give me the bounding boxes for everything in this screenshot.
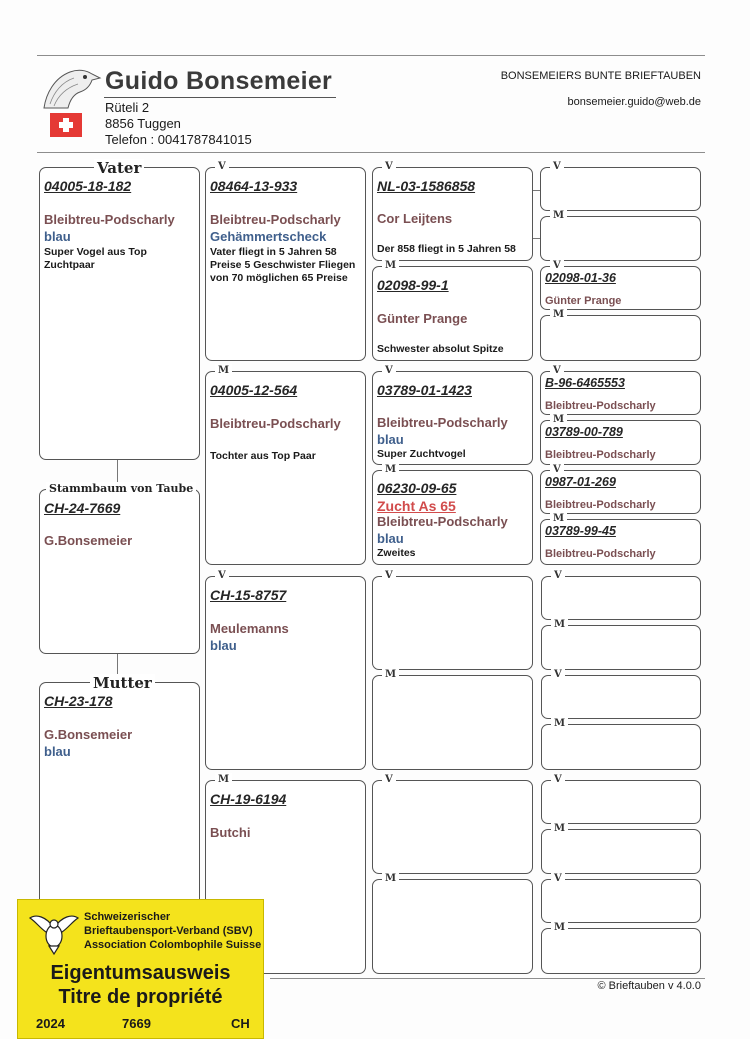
sex-label: V	[215, 160, 229, 173]
gen3-fmm-box	[372, 464, 533, 565]
phone: Telefon : 0041787841015	[105, 132, 252, 147]
gen3-ffm-breeder: Günter Prange	[377, 311, 468, 326]
sex-label: M	[550, 308, 567, 321]
city: 8856 Tuggen	[105, 116, 181, 131]
gen3-fmf-color: blau	[377, 432, 404, 447]
gen4-fmmf-breeder: Bleibtreu-Podscharly	[545, 499, 656, 511]
sex-label: M	[551, 717, 568, 730]
breeder-name: Guido Bonsemeier	[105, 67, 333, 95]
gen3-fmf-box	[372, 365, 533, 465]
sex-label: M	[551, 618, 568, 631]
pedigree-label: Stammbaum von Taube	[46, 482, 196, 495]
gen4-mmff-box	[541, 774, 701, 824]
mother-color: blau	[44, 744, 71, 759]
sex-label: M	[382, 463, 399, 476]
sex-label: V	[215, 569, 229, 582]
mother-ring: CH-23-178	[44, 693, 113, 709]
cert-org-fr: Association Colombophile Suisse	[84, 939, 262, 951]
gen2-ff-ring: 08464-13-933	[210, 178, 298, 194]
gen2-fm-breeder: Bleibtreu-Podscharly	[210, 416, 341, 431]
sex-label: V	[550, 463, 564, 476]
gen4-fmmm-box	[540, 513, 701, 565]
father-label: Vater	[94, 159, 144, 177]
gen3-fmf-ring: 03789-01-1423	[377, 382, 472, 398]
cert-org-de: Schweizerischer	[84, 911, 171, 923]
gen2-mm-ring: CH-19-6194	[210, 791, 287, 807]
mother-breeder: G.Bonsemeier	[44, 727, 133, 742]
gen4-fmff-breeder: Bleibtreu-Podscharly	[545, 400, 656, 412]
gen2-ff-color: Gehämmertscheck	[210, 229, 327, 244]
sex-label: M	[551, 822, 568, 835]
gen2-mf-color: blau	[210, 638, 237, 653]
dove-logo-icon	[28, 908, 80, 956]
gen3-fff-ring: NL-03-1586858	[377, 178, 476, 194]
sex-label: V	[382, 569, 396, 582]
gen2-mm-breeder: Butchi	[210, 825, 251, 840]
ownership-certificate	[17, 899, 264, 1039]
sex-label: M	[215, 364, 232, 377]
gen3-fmm-note: Zweites	[377, 547, 416, 559]
gen4-fffm-box	[540, 210, 701, 261]
gen2-ff-note: Vater fliegt in 5 Jahren 58 Preise 5 Geschwister Fliegen von 70 möglichen 65 Preise	[210, 246, 356, 284]
gen4-mfmm-box	[541, 718, 701, 770]
pigeon-head-logo	[40, 64, 102, 110]
gen3-mmf-box	[372, 774, 533, 874]
gen2-mf-breeder: Meulemanns	[210, 621, 289, 636]
gen4-fmmm-ring: 03789-99-45	[545, 524, 616, 538]
cert-title-fr: Titre de propriété	[58, 986, 223, 1008]
gen3-fff-note: Der 858 fliegt in 5 Jahren 58	[377, 243, 516, 255]
sex-label: V	[550, 364, 564, 377]
cert-org-de2: Brieftaubensport-Verband (SBV)	[84, 925, 253, 937]
software-version: © Brieftauben v 4.0.0	[597, 980, 701, 992]
loft-name: BONSEMEIERS BUNTE BRIEFTAUBEN	[500, 70, 701, 82]
gen3-fmm-breeder: Bleibtreu-Podscharly	[377, 514, 508, 529]
sex-label: M	[550, 512, 567, 525]
gen4-fmff-box	[540, 365, 701, 415]
gen2-mf-ring: CH-15-8757	[210, 587, 287, 603]
father-box	[39, 159, 200, 460]
sex-label: M	[551, 921, 568, 934]
gen4-fmmf-ring: 0987-01-269	[545, 475, 616, 489]
sex-label: M	[382, 872, 399, 885]
sex-label: M	[382, 668, 399, 681]
father-breeder: Bleibtreu-Podscharly	[44, 212, 175, 227]
gen2-ff-breeder: Bleibtreu-Podscharly	[210, 212, 341, 227]
gen3-fmf-note: Super Zuchtvogel	[377, 448, 466, 460]
gen3-fmf-breeder: Bleibtreu-Podscharly	[377, 415, 508, 430]
gen4-ffmf-box	[540, 260, 701, 310]
father-ring: 04005-18-182	[44, 178, 132, 194]
mother-box	[39, 674, 200, 900]
gen4-fmfm-box	[540, 414, 701, 465]
sex-label: V	[551, 872, 565, 885]
cert-number: 7669	[122, 1016, 151, 1031]
gen4-fmmm-breeder: Bleibtreu-Podscharly	[545, 548, 656, 560]
sex-label: V	[382, 160, 396, 173]
gen3-ffm-note: Schwester absolut Spitze	[377, 343, 504, 355]
sex-label: V	[551, 773, 565, 786]
subject-breeder: G.Bonsemeier	[44, 533, 133, 548]
subject-box	[39, 482, 200, 654]
gen4-mffm-box	[541, 619, 701, 670]
sex-label: M	[550, 209, 567, 222]
gen2-fm-note: Tochter aus Top Paar	[210, 450, 316, 462]
sex-label: M	[382, 259, 399, 272]
gen4-ffmm-box	[540, 309, 701, 361]
gen4-ffmf-ring: 02098-01-36	[545, 271, 616, 285]
gen4-fffv-box	[540, 161, 701, 211]
sex-label: M	[550, 413, 567, 426]
gen4-mfmf-box	[541, 669, 701, 719]
cert-title-de: Eigentumsausweis	[50, 962, 231, 984]
gen4-fmfm-breeder: Bleibtreu-Podscharly	[545, 449, 656, 461]
cert-year: 2024	[36, 1016, 65, 1031]
sex-label: V	[551, 569, 565, 582]
gen4-fmff-ring: B-96-6465553	[545, 376, 625, 390]
gen3-fff-breeder: Cor Leijtens	[377, 211, 453, 226]
mother-label: Mutter	[90, 674, 155, 692]
gen2-ff-box	[205, 161, 366, 361]
gen3-mff-box	[372, 570, 533, 670]
cert-country: CH	[231, 1016, 250, 1031]
sex-label: V	[550, 160, 564, 173]
gen2-fm-box	[205, 365, 366, 565]
gen3-fmm-color: blau	[377, 531, 404, 546]
gen2-mf-box	[205, 570, 366, 770]
gen3-ffm-box	[372, 260, 533, 361]
swiss-flag-icon	[50, 113, 82, 137]
email: bonsemeier.guido@web.de	[567, 96, 701, 108]
gen3-mmm-box	[372, 873, 533, 974]
street: Rüteli 2	[105, 100, 150, 115]
sex-label: V	[382, 773, 396, 786]
sex-label: V	[550, 259, 564, 272]
gen4-fmmf-box	[540, 464, 701, 514]
gen3-fmm-ring: 06230-09-65	[377, 480, 457, 496]
gen4-mfff-box	[541, 570, 701, 620]
gen3-fmm-highlight: Zucht As 65	[377, 498, 456, 514]
gen3-mfm-box	[372, 669, 533, 770]
father-color: blau	[44, 229, 71, 244]
gen4-mmmm-box	[541, 922, 701, 974]
gen4-ffmf-breeder: Günter Prange	[545, 295, 622, 307]
father-note: Super Vogel aus Top Zuchtpaar	[44, 246, 147, 271]
subject-ring: CH-24-7669	[44, 500, 121, 516]
gen2-fm-ring: 04005-12-564	[210, 382, 298, 398]
gen3-fff-box	[372, 161, 533, 261]
sex-label: V	[382, 364, 396, 377]
gen4-fmfm-ring: 03789-00-789	[545, 425, 623, 439]
sex-label: V	[551, 668, 565, 681]
gen3-ffm-ring: 02098-99-1	[377, 277, 449, 293]
gen4-mmfm-box	[541, 823, 701, 874]
sex-label: M	[215, 773, 232, 786]
gen4-mmmf-box	[541, 873, 701, 923]
